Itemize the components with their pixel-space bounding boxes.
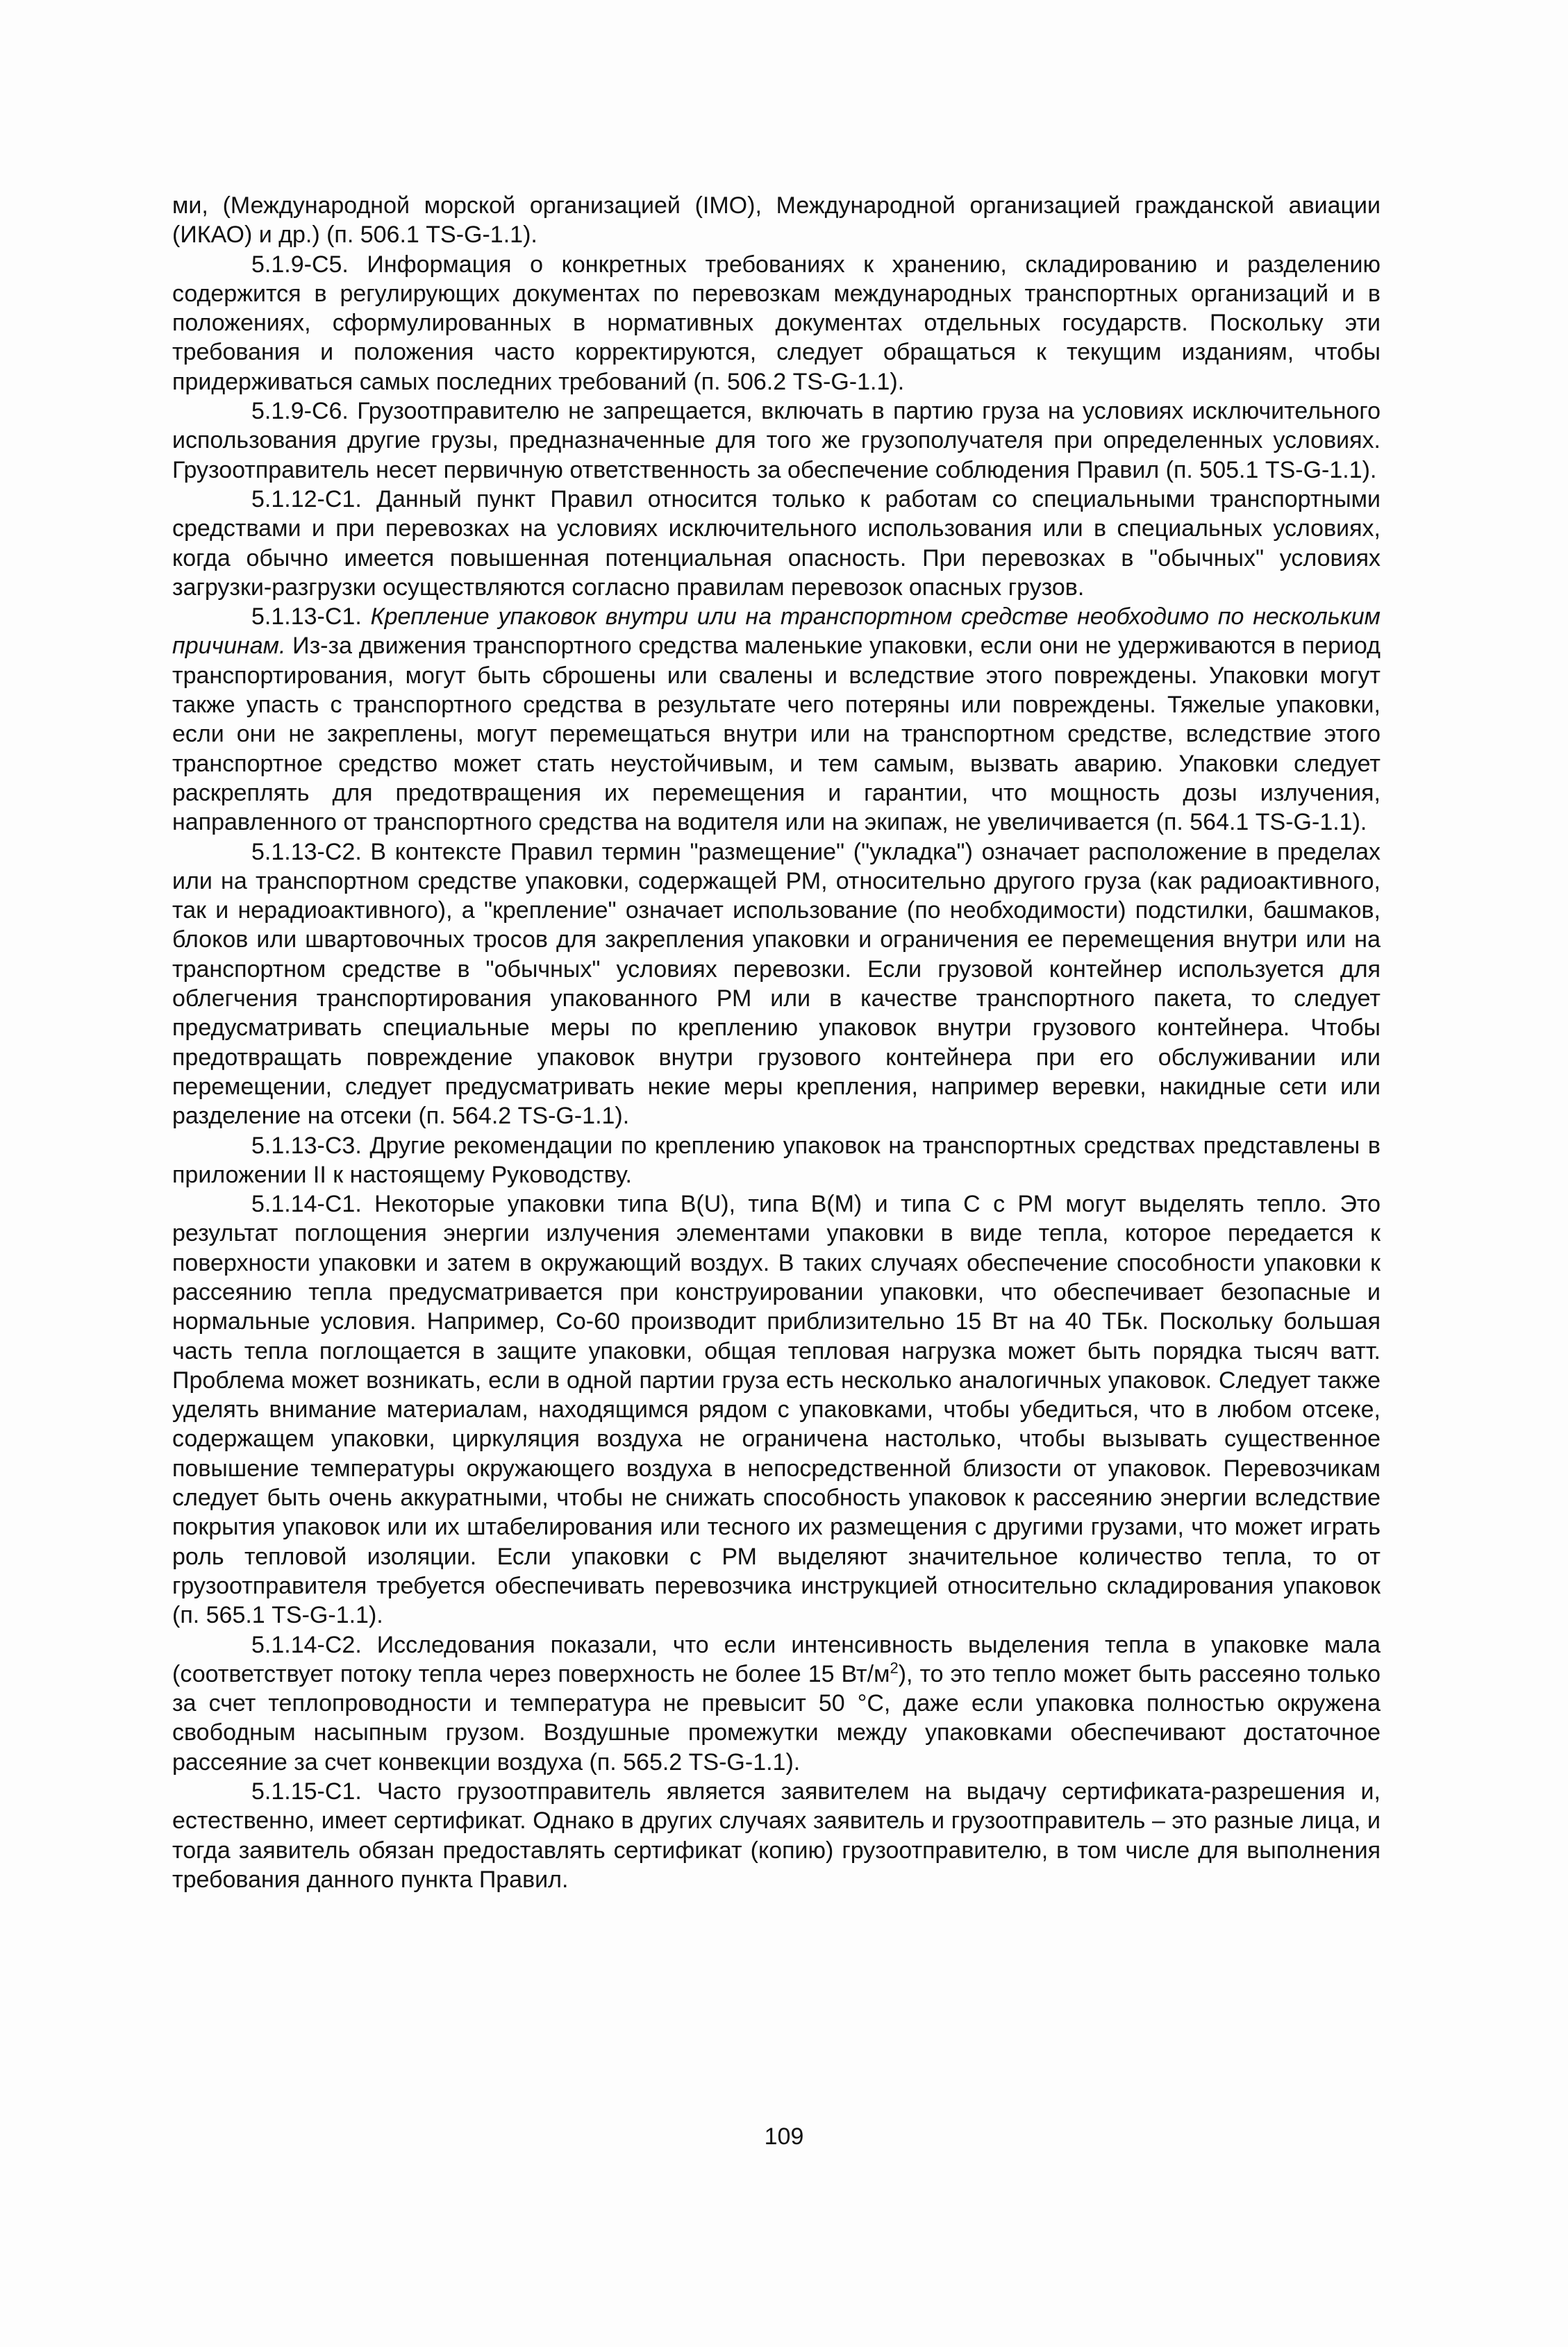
paragraph-text: ми, (Международной морской организацией (IMO), Международной организацией гражданской авиации (ИКАО) и др.) (п. 506.1 TS-G-1.1). (172, 192, 1381, 249)
paragraph-text: 5.1.9-С6. Грузоотправителю не запрещается, включать в партию груза на условиях исключительного использования другие грузы, предназначенные для того же грузополучателя при определенных условиях. Грузоотправитель несет первичную ответственность за обеспечение соблюдения Правил (п. 505.1 TS-G-1.1). (172, 398, 1381, 483)
paragraph-5-1-13-c1 (172, 602, 1381, 837)
paragraph-5-1-13-c3 (172, 1131, 1381, 1190)
paragraph-text: 5.1.9-С5. Информация о конкретных требованиях к хранению, складированию и разделению содержится в регулирующих документах по перевозкам международных транспортных организаций и в положениях, сформулированных в нормативных документах отдельных государств. Поскольку эти требования и положения часто корректируются, следует обращаться к текущим изданиям, чтобы придерживаться самых последних требований (п. 506.2 TS-G-1.1). (172, 251, 1381, 395)
paragraph-text: 5.1.13-С3. Другие рекомендации по креплению упаковок на транспортных средствах представлены в приложении II к настоящему Руководству. (172, 1132, 1381, 1188)
paragraph-5-1-9-c5 (172, 250, 1381, 396)
paragraph-5-1-9-c6 (172, 396, 1381, 485)
paragraph-5-1-15-c1 (172, 1777, 1381, 1894)
paragraph-5-1-14-c1 (172, 1189, 1381, 1630)
paragraph-italic-phrase: Крепление упаковок внутри или на транспортном средстве необходимо по нескольким причинам. (172, 603, 1381, 660)
paragraph-5-1-14-c2 (172, 1630, 1381, 1777)
paragraph-text: 5.1.14-С2. Исследования показали, что если интенсивность выделения тепла в упаковке мала (соответствует потоку тепла через поверхность не более 15 Вт/м (172, 1631, 1381, 1687)
superscript: 2 (890, 1659, 899, 1677)
paragraph-continuation (172, 191, 1381, 250)
paragraph-text: 5.1.13-С2. В контексте Правил термин "размещение" ("укладка") означает расположение в пределах или на транспортном средстве упаковки, содержащей РМ, относительно другого груза (как радиоактивного, так и нерадиоактивного), а "крепление" означает использование (по необходимости) подстилки, башмаков, блоков или швартовочных тросов для закрепления упаковки и ограничения ее перемещения внутри или на транспортном средстве в "обычных" условиях перевозки. Если грузовой контейнер используется для облегчения транспортирования упакованного РМ или в качестве транспортного пакета, то следует предусматривать специальные меры по креплению упаковок внутри грузового контейнера. Чтобы предотвращать повреждение упаковок внутри грузового контейнера при его обслуживании или перемещении, следует предусматривать некие меры крепления, например веревки, накидные сети или разделение на отсеки (п. 564.2 TS-G-1.1). (172, 838, 1381, 1130)
page-number: 109 (764, 2123, 804, 2150)
paragraph-text: 5.1.12-С1. Данный пункт Правил относится только к работам со специальными транспортными средствами и при перевозках на условиях исключительного использования или в специальных условиях, когда обычно имеется повышенная потенциальная опасность. При перевозках в "обычных" условиях загрузки-разгрузки осуществляются согласно правилам перевозок опасных грузов. (172, 485, 1381, 601)
paragraph-lead: 5.1.13-С1. (251, 603, 371, 630)
paragraph-5-1-12-c1 (172, 485, 1381, 602)
paragraph-text: ), то это тепло может быть рассеяно только за счет теплопроводности и температура не превысит 50 °С, даже если упаковка полностью окружена свободным насыпным грузом. Воздушные промежутки между упаковками обеспечивают достаточное рассеяние за счет конвекции воздуха (п. 565.2 TS-G-1.1). (172, 1660, 1381, 1776)
paragraph-text: 5.1.14-С1. Некоторые упаковки типа B(U), типа B(M) и типа C с РМ могут выделять тепло. Это результат поглощения энергии излучения элементами упаковки в виде тепла, которое передается к поверхности упаковки и затем в окружающий воздух. В таких случаях обеспечение способности упаковки к рассеянию тепла предусматривается при конструировании упаковки, что обеспечивает безопасные и нормальные условия. Например, Со-60 производит приблизительно 15 Вт на 40 ТБк. Поскольку большая часть тепла поглощается в защите упаковки, общая тепловая нагрузка может быть порядка тысяч ватт. Проблема может возникать, если в одной партии груза есть несколько аналогичных упаковок. Следует также уделять внимание материалам, находящимся рядом с упаковками, чтобы убедиться, что в любом отсеке, содержащем упаковки, циркуляция воздуха не ограничена настолько, чтобы вызывать существенное повышение температуры окружающего воздуха в непосредственной близости от упаковок. Перевозчикам следует быть очень аккуратными, чтобы не снижать способность упаковок к рассеянию энергии вследствие покрытия упаковок или их штабелирования или тесного их размещения с другими грузами, что может играть роль тепловой изоляции. Если упаковки с РМ выделяют значительное количество тепла, то от грузоотправителя требуется обеспечивать перевозчика инструкцией относительно складирования упаковок (п. 565.1 TS-G-1.1). (172, 1191, 1381, 1629)
paragraph-5-1-13-c2 (172, 837, 1381, 1131)
paragraph-text: 5.1.15-С1. Часто грузоотправитель является заявителем на выдачу сертификата-разрешения и, естественно, имеет сертификат. Однако в других случаях заявитель и грузоотправитель – это разные лица, и тогда заявитель обязан предоставлять сертификат (копию) грузоотправителю, в том числе для выполнения требования данного пункта Правил. (172, 1778, 1381, 1893)
body-text (172, 191, 1381, 1894)
paragraph-text: Из-за движения транспортного средства маленькие упаковки, если они не удерживаются в период транспортирования, могут быть сброшены или свалены и вследствие этого повреждены. Упаковки могут также упасть с транспортного средства в результате чего потеряны или повреждены. Тяжелые упаковки, если они не закреплены, могут перемещаться внутри или на транспортном средстве, вследствие этого транспортное средство может стать неустойчивым, и тем самым, вызвать аварию. Упаковки следует раскреплять для предотвращения их перемещения и гарантии, что мощность дозы излучения, направленного от транспортного средства на водителя или на экипаж, не увеличивается (п. 564.1 TS-G-1.1). (172, 633, 1381, 836)
